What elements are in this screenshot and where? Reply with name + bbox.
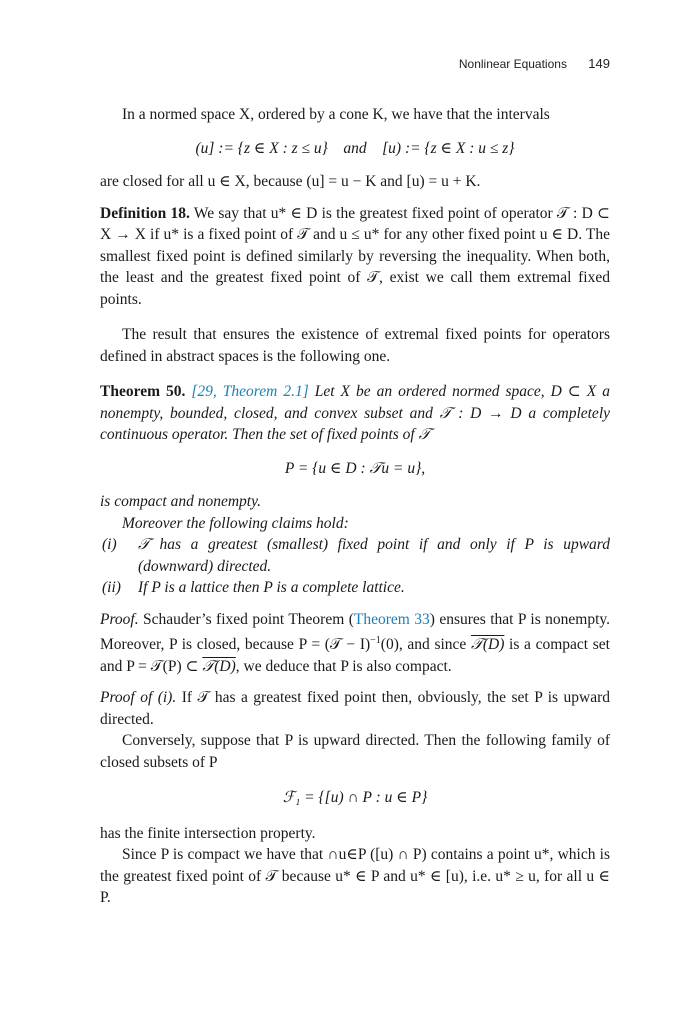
claim-i: [100, 534, 610, 577]
proof-text-a: Schauder’s fixed point Theorem (: [143, 610, 354, 628]
proof: [100, 609, 610, 678]
definition-text: We say that u* ∈ D is the greatest fixed point of operator 𝒯 : D ⊂ X → X if u* is a fixed point of 𝒯 and u ≤ u* for any other fixed point u ∈ D. The smallest fixed point is defined similarly by reversing the inequality. When both, the least and the greatest fixed point of 𝒯, exist we call them extremal fixed points.: [100, 204, 610, 308]
theorem-moreover: Moreover the following claims hold:: [122, 514, 349, 532]
inverse-superscript: −1: [370, 635, 381, 646]
theorem-text: Let X be an ordered normed space, D ⊂ X a nonempty, bounded, closed, and convex subset and 𝒯 : D → D a completely continuous operator. Then the set of fixed points of 𝒯: [100, 383, 611, 443]
theorem-33-link[interactable]: Theorem 33: [353, 610, 430, 628]
claim-text: 𝒯 has a greatest (smallest) fixed point if and only if P is upward (downward) directed.: [138, 536, 610, 575]
page-number: 149: [588, 56, 610, 71]
family-F1-equation: ℱ₁ = {[u) ∩ P : u ∈ P}: [282, 789, 428, 807]
theorem-conclusion: is compact and nonempty.: [100, 493, 262, 510]
running-header: [459, 56, 610, 71]
proof-text-d: is a compact set and P = 𝒯(P) ⊂: [100, 636, 610, 675]
compactness-paragraph: Since P is compact we have that ∩u∈P ([u) ∩ P) contains a point u*, which is the greatest fixed point of 𝒯 because u* ∈ P and u* ∈ [u), i.e. u* ≥ u, for all u ∈ P.: [100, 846, 610, 907]
result-paragraph: The result that ensures the existence of extremal fixed points for operators defined in abstract spaces is the following one.: [100, 326, 610, 365]
claim-text: If P is a lattice then P is a complete lattice.: [138, 579, 405, 596]
finite-intersection-line: has the finite intersection property.: [100, 824, 316, 842]
intro-closed-line: are closed for all u ∈ X, because (u] = u − K and [u) = u + K.: [100, 173, 481, 190]
page-body: [100, 104, 610, 909]
closure-TD: 𝒯(D): [470, 636, 505, 654]
proof-i-label: Proof of (i).: [100, 689, 177, 707]
claim-ii: [100, 577, 610, 599]
proof-text-c: (0), and since: [380, 636, 471, 654]
conversely-paragraph: Conversely, suppose that P is upward directed. Then the following family of closed subsets of P: [100, 732, 610, 771]
definition-label: Definition 18.: [100, 204, 190, 222]
proof-i-text: If 𝒯 has a greatest fixed point then, obviously, the set P is upward directed.: [100, 689, 610, 728]
proof-of-i: [100, 687, 610, 730]
proof-label: Proof.: [100, 610, 139, 628]
running-title: Nonlinear Equations: [458, 57, 567, 71]
fixed-point-set-equation: P = {u ∈ D : 𝒯u = u},: [284, 459, 426, 477]
theorem-citation-link[interactable]: [29, Theorem 2.1]: [191, 383, 309, 400]
proof-text-b: ) ensures that P is nonempty. Moreover, P is closed, because P = (𝒯 − I): [100, 610, 611, 654]
definition-18: [100, 203, 610, 311]
theorem-label: Theorem 50.: [100, 383, 186, 400]
claim-label: (ii): [102, 579, 121, 596]
closure-TD-2: 𝒯(D): [202, 657, 236, 675]
theorem-50: [100, 381, 610, 446]
intro-line: In a normed space X, ordered by a cone K, we have that the intervals: [122, 106, 550, 123]
claim-label: (i): [102, 536, 117, 553]
interval-equation: (u] := {z ∈ X : z ≤ u} and [u) := {z ∈ X : u ≤ z}: [195, 139, 515, 157]
proof-text-e: , we deduce that P is also compact.: [235, 657, 452, 675]
